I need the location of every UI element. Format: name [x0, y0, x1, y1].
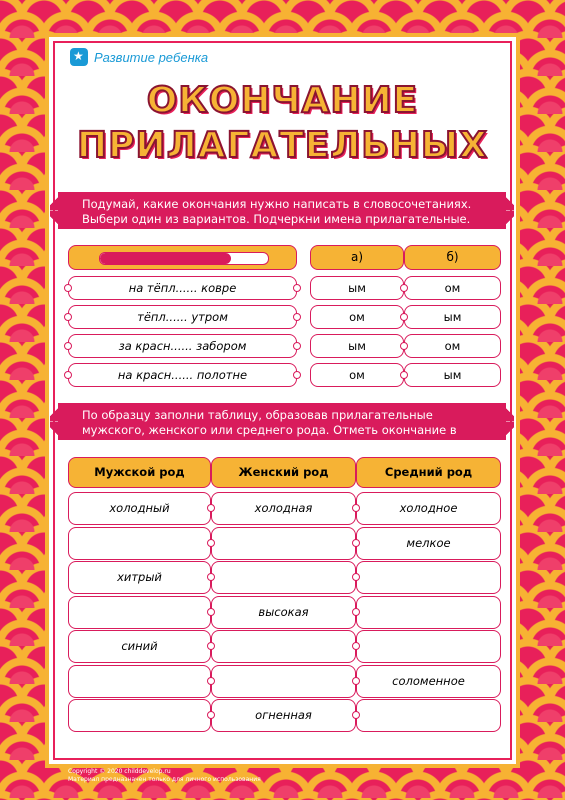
connector-dot: [352, 608, 360, 616]
table-cell-masculine[interactable]: [68, 596, 211, 629]
brand-name: Развитие ребенка: [94, 49, 209, 65]
progress-fill: [100, 253, 231, 264]
connector-dot: [293, 342, 301, 350]
column-header-masculine: Мужской род: [68, 457, 211, 488]
table-cell-masculine[interactable]: холодный: [68, 492, 211, 525]
task1-option-b[interactable]: ом: [404, 334, 501, 358]
task1-option-a[interactable]: ом: [310, 363, 404, 387]
table-cell-feminine[interactable]: [211, 665, 356, 698]
brand-logo-icon: [70, 48, 88, 66]
connector-dot: [207, 711, 215, 719]
task1-phrase[interactable]: тёпл...... утром: [68, 305, 297, 329]
table-cell-feminine[interactable]: [211, 527, 356, 560]
progress-bar: [99, 252, 269, 265]
connector-dot: [352, 677, 360, 685]
connector-dot: [400, 371, 408, 379]
task1-option-b[interactable]: ым: [404, 305, 501, 329]
connector-dot: [400, 313, 408, 321]
table-cell-neuter[interactable]: мелкое: [356, 527, 501, 560]
table-cell-feminine[interactable]: [211, 561, 356, 594]
task1-header-a: а): [310, 245, 404, 270]
table-cell-feminine[interactable]: огненная: [211, 699, 356, 732]
page-title-line2: ПРИЛАГАТЕЛЬНЫХ: [77, 125, 488, 166]
connector-dot: [293, 313, 301, 321]
connector-dot: [207, 677, 215, 685]
table-cell-neuter[interactable]: соломенное: [356, 665, 501, 698]
table-cell-feminine[interactable]: холодная: [211, 492, 356, 525]
brand: [70, 48, 208, 66]
footer-note: Материал предназначен только для личного использования: [68, 776, 261, 783]
connector-dot: [207, 504, 215, 512]
table-cell-neuter[interactable]: [356, 561, 501, 594]
task1-phrase[interactable]: на красн...... полотне: [68, 363, 297, 387]
task1-phrase[interactable]: за красн...... забором: [68, 334, 297, 358]
table-cell-masculine[interactable]: [68, 527, 211, 560]
table-cell-neuter[interactable]: [356, 630, 501, 663]
connector-dot: [64, 284, 72, 292]
connector-dot: [293, 284, 301, 292]
task1-option-a[interactable]: ом: [310, 305, 404, 329]
connector-dot: [352, 573, 360, 581]
task1-header-left: [68, 245, 297, 270]
footer: [68, 768, 261, 784]
column-header-neuter: Средний род: [356, 457, 501, 488]
table-cell-neuter[interactable]: [356, 596, 501, 629]
connector-dot: [352, 711, 360, 719]
connector-dot: [400, 284, 408, 292]
connector-dot: [207, 608, 215, 616]
table-cell-masculine[interactable]: хитрый: [68, 561, 211, 594]
connector-dot: [64, 313, 72, 321]
table-cell-masculine[interactable]: [68, 699, 211, 732]
connector-dot: [64, 342, 72, 350]
connector-dot: [352, 642, 360, 650]
table-cell-neuter[interactable]: [356, 699, 501, 732]
table-cell-feminine[interactable]: высокая: [211, 596, 356, 629]
task2-instruction: По образцу заполни таблицу, образовав прилагательные мужского, женского или среднего рода. Отметь окончание в словах.: [58, 403, 506, 440]
page-title-line1: ОКОНЧАНИЕ: [146, 80, 419, 121]
connector-dot: [207, 539, 215, 547]
task1-instruction: Подумай, какие окончания нужно написать в словосочетаниях. Выбери один из вариантов. Подчеркни имена прилагательные.: [58, 192, 506, 229]
connector-dot: [293, 371, 301, 379]
task1-header-b: б): [404, 245, 501, 270]
table-cell-masculine[interactable]: синий: [68, 630, 211, 663]
table-cell-masculine[interactable]: [68, 665, 211, 698]
task1-option-b[interactable]: ым: [404, 363, 501, 387]
table-cell-feminine[interactable]: [211, 630, 356, 663]
connector-dot: [352, 539, 360, 547]
column-header-feminine: Женский род: [211, 457, 356, 488]
task1-option-b[interactable]: ом: [404, 276, 501, 300]
footer-copyright: Copyright © 2020 childdevelop.ru: [68, 768, 171, 775]
connector-dot: [64, 371, 72, 379]
task1-option-a[interactable]: ым: [310, 334, 404, 358]
table-cell-neuter[interactable]: холодное: [356, 492, 501, 525]
connector-dot: [352, 504, 360, 512]
task1-option-a[interactable]: ым: [310, 276, 404, 300]
task1-phrase[interactable]: на тёпл...... ковре: [68, 276, 297, 300]
connector-dot: [207, 573, 215, 581]
connector-dot: [400, 342, 408, 350]
connector-dot: [207, 642, 215, 650]
